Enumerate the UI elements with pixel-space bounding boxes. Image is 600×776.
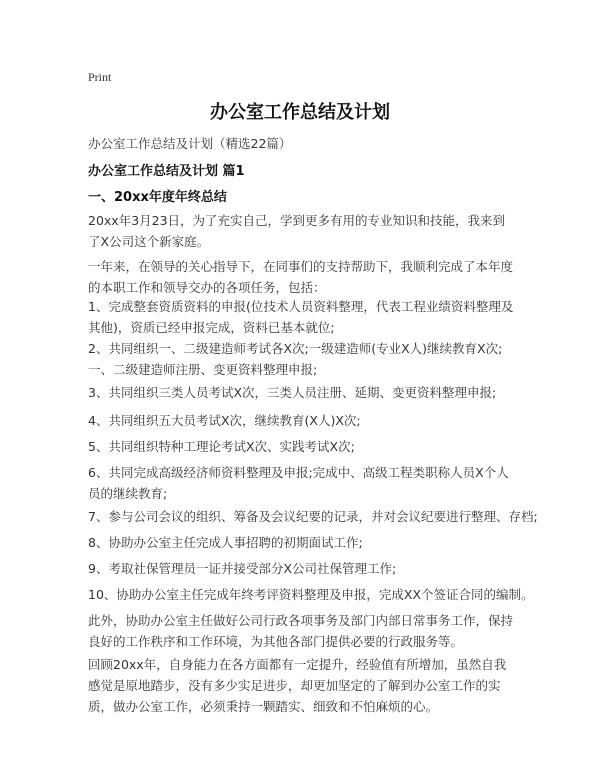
list-item-5: 5、共同组织特种工理论考试X次、实践考试X次; (88, 439, 355, 454)
list-item-6: 6、共同完成高级经济师资料整理及申报;完成中、高级工程类职称人员X个人员的继续教育; (88, 465, 509, 501)
list-item-1: 1、完成整套资质资料的申报(位技术人员资料整理，代表工程业绩资料整理及其他)，资质已经申报完成，资料已基本就位; (88, 299, 514, 335)
paragraph-review: 回顾20xx年，自身能力在各方面都有一定提升，经验值有所增加，虽然自我感觉是原地踏步，没有多少实足进步，却更加坚定的了解到办公室工作的实质，做办公室工作，必须秉持一颗踏实、细致和不怕麻烦的心。 (88, 657, 507, 714)
paragraph-summary: 一年来，在领导的关心指导下，在同事们的支持帮助下，我顺利完成了本年度的本职工作和领导交办的各项任务，包括： (88, 259, 514, 295)
paragraph-additional: 此外，协助办公室主任做好公司行政各项事务及部门内部日常事务工作，保持良好的工作秩序和工作环境，为其他各部门提供必要的行政服务等。 (88, 613, 514, 649)
list-item-10: 10、协助办公室主任完成年终考评资料整理及申报，完成XX个签证合同的编制。 (88, 587, 534, 602)
list-item-3: 3、共同组织三类人员考试X次，三类人员注册、延期、变更资料整理申报; (88, 385, 497, 400)
list-item-9: 9、考取社保管理员一证并接受部分X公司社保管理工作; (88, 561, 397, 576)
subtitle: 办公室工作总结及计划（精选22篇） (88, 136, 292, 151)
page-title: 办公室工作总结及计划 (210, 102, 390, 123)
article-heading: 办公室工作总结及计划 篇1 (88, 164, 245, 179)
list-item-2: 2、共同组织一、二级建造师考试各X次;一级建造师(专业X人)继续教育X次;一、二级建造师注册、变更资料整理申报; (88, 341, 503, 377)
list-item-7: 7、参与公司会议的组织、筹备及会议纪要的记录，并对会议纪要进行整理、存档; (88, 509, 538, 524)
print-link[interactable]: Print (88, 70, 112, 84)
section-heading: 一、20xx年度年终总结 (88, 190, 227, 205)
paragraph-intro: 20xx年3月23日，为了充实自己，学到更多有用的专业知识和技能，我来到了X公司这个新家庭。 (88, 213, 506, 249)
list-item-8: 8、协助办公室主任完成人事招聘的初期面试工作; (88, 535, 363, 550)
list-item-4: 4、共同组织五大员考试X次，继续教育(X人)X次; (88, 413, 361, 428)
